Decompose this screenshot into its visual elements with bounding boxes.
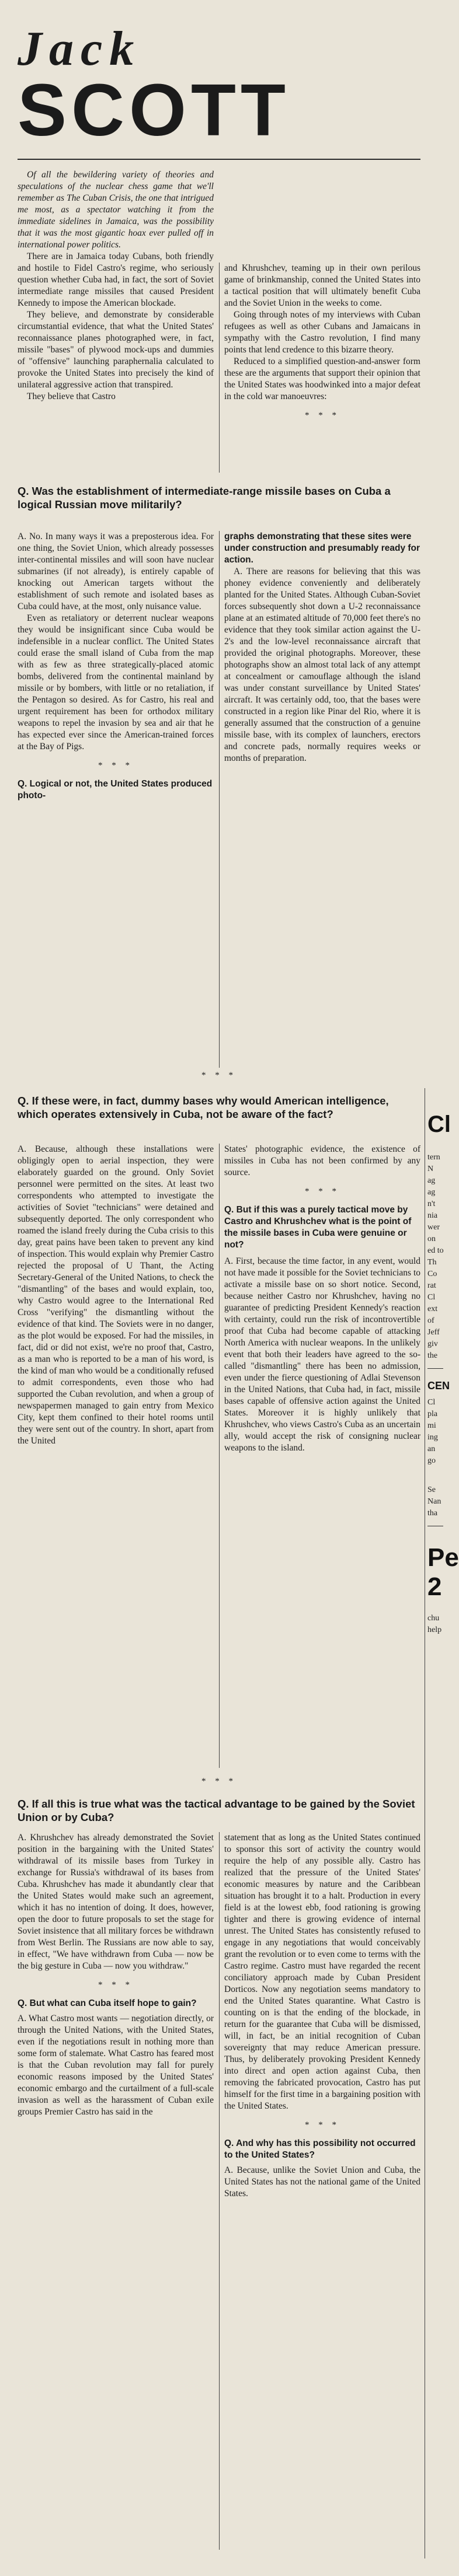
column-divider [219, 263, 220, 473]
body-paragraph: States' photographic evidence, the existence of missiles in Cuba has not been confirmed by any source. [224, 1144, 420, 1177]
body-paragraph: There are in Jamaica today Cubans, both friendly and hostile to Fidel Castro's regime, who seriously question whether Cuba had, in fact, the sort of Soviet intermediate range missiles that caused President Kennedy to impose the American blockade. [18, 251, 214, 308]
column-divider [219, 1144, 220, 1768]
strip-line: ing [427, 1433, 438, 1442]
question-2-heading: Q. If these were, in fact, dummy bases why would American intelligence, which operates extensively in Cuba, not be aware of the fact? [18, 1095, 389, 1120]
strip-line: on [427, 1235, 436, 1243]
body-paragraph: Even as retaliatory or deterrent nuclear weapons they would be insignificant since Cuba would be indefensible in a nuclear conflict. The United States could erase the small island of Cuba from the map with as few as three strategically-placed atomic bombs, delivered from the continental mainland by missile or by bombers, with little or no retaliation, if the Pentagon so desired. As for Castro, his real and urgent requirement has been for orthodox military weapons to repel the invasion by sea and air that he has expected ever since the American-trained forces at the Bay of Pigs. [18, 613, 214, 752]
strip-line: ag [427, 1176, 436, 1185]
masthead-last-name: SCOTT [18, 69, 290, 151]
strip-line: giv [427, 1340, 438, 1348]
strip-line: mi [427, 1421, 436, 1430]
strip-line: chu [427, 1614, 440, 1623]
strip-headline: CEN [427, 1380, 450, 1392]
body-paragraph: and Khrushchev, teaming up in their own perilous game of brinkmanship, conned the United States into a tactical position that will ultimately benefit Cuba and the Soviet Union in the weeks to come. [224, 263, 420, 308]
q2-column-right [224, 1144, 420, 1454]
strip-line: go [427, 1456, 436, 1465]
body-paragraph: Going through notes of my interviews with Cuban refugees as well as other Cubans and Jamaicans in sympathy with the Castro revolution, I find many points that lend credence to this bizarre theory. [224, 310, 420, 355]
q1-followup-continued: graphs demonstrating that these sites were under construction and presumably ready for action. [224, 532, 420, 565]
strip-headline: Cl [427, 1112, 451, 1137]
q1-column-right [224, 531, 420, 764]
intro-column-right [224, 263, 420, 428]
section-stars: * * * [201, 1777, 237, 1786]
strip-line: Jeff [427, 1328, 440, 1337]
strip-line: ed to [427, 1246, 444, 1255]
strip-line: n't [427, 1200, 436, 1208]
strip-headline: Pe [427, 1543, 459, 1572]
strip-rule [427, 1368, 443, 1369]
body-paragraph: A. What Castro most wants — negotiation directly, or through the United Nations, with the United States, even if the negotiations result in nothing more than some form of stalemate. What Castro has feared most is that the Cuban revolution may fall for purely economic reasons imposed by the United States' economic embargo and the curtailment of a full-scale invasion as well as the harassment of Cuban exile groups Premier Castro has said in the [18, 2014, 214, 2117]
strip-line: ag [427, 1188, 436, 1197]
body-paragraph: They believe that Castro [27, 392, 116, 401]
strip-headline: 2 [427, 1572, 442, 1601]
strip-line: help [427, 1626, 442, 1634]
section-stars: * * * [305, 1187, 340, 1196]
masthead [18, 22, 368, 151]
adjacent-column-strip [427, 1088, 459, 2576]
question-1-heading: Q. Was the establishment of intermediate-range missile bases on Cuba a logical Russian move militarily? [18, 485, 391, 511]
strip-line: Cl [427, 1293, 436, 1302]
strip-line: tha [427, 1509, 438, 1518]
strip-line: an [427, 1445, 436, 1453]
strip-line: rat [427, 1281, 436, 1290]
section-stars: * * * [201, 1071, 237, 1080]
q1-column-left [18, 531, 214, 802]
strip-line: Nan [427, 1497, 441, 1506]
body-paragraph: A. There are reasons for believing that this was phoney evidence conveniently and deliberately planted for the United States. Although Cuban-Soviet forces subsequently shot down a U-2 reconnaissance plane at an estimated altitude of 70,000 feet there's no evidence that they took similar action against the U-2's and the low-level reconnaissance aircraft that provided the original photographs. Moreover, these photographs show an almost total lack of any attempt at concealment or camouflage although the island was under constant surveillance by United States' aircraft. It was certainly odd, too, that the bases were constructed in a region like Pinar del Rio, where it is generally assumed that the construction of a genuine missile base, with its complex of launchers, erectors and concrete pads, normally requires weeks or months of preparation. [224, 567, 420, 763]
body-paragraph: A. Khrushchev has already demonstrated the Soviet position in the bargaining with the United States' withdrawal of its missile bases from Turkey in exchange for Russia's withdrawal of its bases from Cuba. Khrushchev has made it abundantly clear that the United States would make such an agreement, which it has no intention of doing. It does, however, open the door to future proposals to set the stage for Soviet insistence that all military forces be withdrawn from West Berlin. The Russians are now able to say, in effect, "We have withdrawn from Cuba — now be the big gesture in Cuba — now you withdraw." [18, 1833, 214, 1971]
q3-sub-question: Q. But what can Cuba itself hope to gain? [18, 1998, 197, 2008]
masthead-first-name: Jack [18, 22, 141, 76]
column-divider [219, 1832, 220, 2550]
section-stars: * * * [98, 761, 133, 770]
section-stars: * * * [305, 2120, 340, 2130]
strip-line: Se [427, 1486, 436, 1494]
masthead-rule [18, 159, 420, 160]
body-paragraph: They believe, and demonstrate by considerable circumstantial evidence, that what the United States' reconnaissance planes photographed were, in fact, missile "bases" of plywood mock-ups and dummies of "offensive" launching paraphernalia calculated to provoke the United States into precisely the kind of unilateral aggressive action that transpired. [18, 310, 214, 390]
q3-sub-question-2: Q. And why has this possibility not occurred to the United States? [224, 2138, 416, 2160]
column-divider [219, 531, 220, 1068]
question-3-heading: Q. If all this is true what was the tactical advantage to be gained by the Soviet Union or by Cuba? [18, 1798, 415, 1823]
q2-sub-question: Q. But if this was a purely tactical move by Castro and Khrushchev what is the point of the missile bases in Cuba were genuine or not? [224, 1205, 412, 1250]
strip-line: N [427, 1165, 434, 1173]
intro-column-left [18, 169, 214, 403]
body-paragraph: A. Because, unlike the Soviet Union and Cuba, the United States has not the national game of the United States. [224, 2165, 420, 2198]
strip-line: Cl [427, 1398, 436, 1407]
section-stars: * * * [98, 1980, 133, 1990]
strip-line: of [427, 1316, 434, 1325]
q3-column-left [18, 1832, 214, 2118]
strip-line: wer [427, 1223, 440, 1232]
intro-paragraph: Of all the bewildering variety of theories and speculations of the nuclear chess game that we'll remember as The Cuban Crisis, the one that intrigued me most, as a spectator watching it from the immediate sidelines in Jamaica, was the possibility that it was the most gigantic hoax ever pulled off in international power politics. [18, 170, 214, 250]
strip-line: nia [427, 1211, 438, 1220]
section-stars: * * * [305, 411, 340, 420]
q1-followup-question: Q. Logical or not, the United States produced photo- [18, 779, 213, 801]
body-paragraph: Reduced to a simplified question-and-answer form these are the arguments that support their opinion that the United States was hoodwinked into a major defeat in the cold war manoeuvres: [224, 356, 420, 401]
body-paragraph: statement that as long as the United States continued to sponsor this sort of activity the country would require the help of any possible ally. Castro has realized that the pressure of the United States' economic measures by nature and the Caribbean situation has brought it to a halt. Production in every field is at the lowest ebb, food rationing is growing tighter and there is growing evidence of internal unrest. The United States has consistently refused to engage in any negotiations that would conceivably grant the revolution or to even come to terms with the Castro regime. Castro must have regarded the recent conciliatory approach made by Cuban President Dorticos. Now any negotiation seems mandatory to end the United States quarantine. What Castro is counting on is that the ending of the blockade, in return for the guarantee that Cuba will be dismissed, will, in fact, be an initial recognition of Cuban sovereignty that may reduce American pressure. Thus, by deliberately provoking President Kennedy into direct and open action against Cuba, then removing the fabricated provocation, Castro has put himself for the first time in a bargaining position with the United States. [224, 1833, 420, 2111]
body-paragraph: A. Because, although these installations were obligingly open to aerial inspection, they were elaborately guarded on the ground. Only Soviet personnel were permitted on the sites. At least two correspondents who attempted to investigate the activities of Soviet "technicians" were detained and subsequently deported. The only correspondent who roamed the island freely during the Cuba crisis to this day, great pains have been taken to prevent any kind of inspection. This would explain why Premier Castro rejected the proposal of U Thant, the Acting Secretary-General of the United Nations, to check the "dismantling" of the bases and would explain, too, why Castro would agree to the International Red Cross "verifying" the dismantling without the evidence of that kind. The Soviets were in no danger, as the plot would be exposed. For had the missiles, in fact, did or did not exist, we're no proof that, Castro, as a man who is reported to be a man of his word, is the kind of man who would be a conditionally refused to admit correspondents, even those who had supported the Cuban revolution, and when a group of newspapermen managed to gain entry from Mexico City, kept them confined to their hotel rooms until they were sent out of the country. In short, apart from the United [18, 1144, 214, 1446]
strip-line: the [427, 1351, 438, 1360]
q3-column-right [224, 1832, 420, 2200]
q2-column-left [18, 1144, 214, 1447]
strip-line: pla [427, 1410, 438, 1418]
body-paragraph: A. No. In many ways it was a preposterous idea. For one thing, the Soviet Union, which already possesses inter-continental missiles and will soon have nuclear submarines (if not already), is entirely capable of knocking out American targets without the establishment of such remote and isolated bases as Cuba could have, at the most, only nuisance value. [18, 532, 214, 611]
strip-line: ext [427, 1305, 438, 1313]
strip-line: Co [427, 1270, 437, 1278]
strip-line: tern [427, 1153, 440, 1162]
strip-line: Th [427, 1258, 437, 1267]
body-paragraph: A. First, because the time factor, in any event, would not have made it possible for the Soviet technicians to activate a missile base on so short notice. Second, because neither Castro nor Khrushchev, having no guarantee of predicting President Kennedy's reaction with certainty, could run the risk of incontrovertible proof that Cuba had become capable of attacking North America with nuclear weapons. In the unlikely event that both their leaders have agreed to the so-called "dismantling" there has been no admission, even under the fierce questioning of Adlai Stevenson in the United Nations, that Cuba had, in fact, missile bases capable of offensive action against the United States. Moreover it is highly unlikely that Khrushchev, who views Castro's Cuba as an uncertain ally, would accept the risk of consigning nuclear weapons to the island. [224, 1256, 420, 1453]
